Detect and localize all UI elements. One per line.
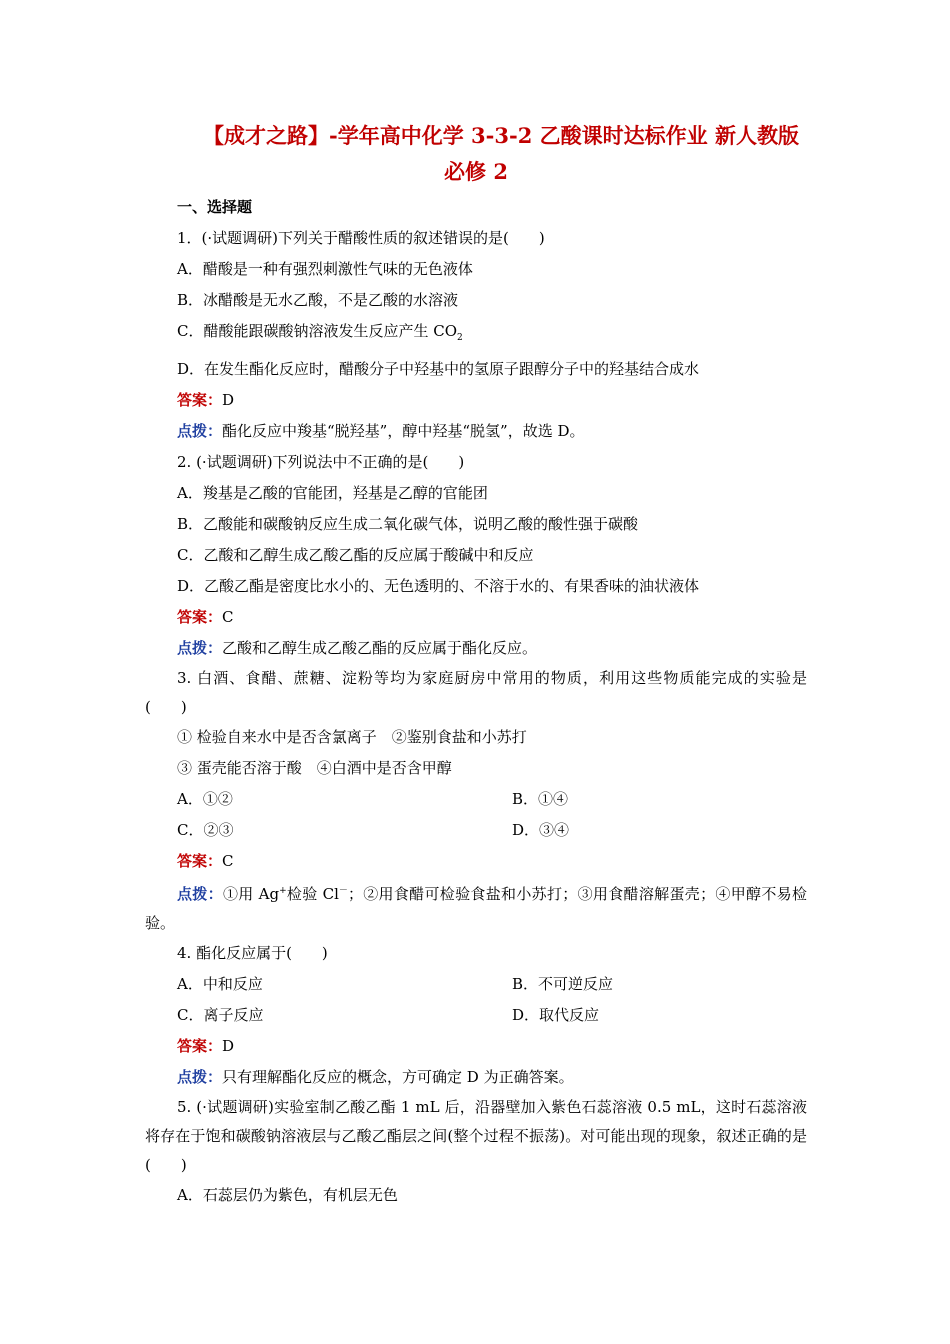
section-heading: 一、选择题 xyxy=(177,198,253,216)
question-3-answer xyxy=(145,846,807,877)
superscript-plus: + xyxy=(279,886,287,896)
question-2-stem: 2. (·试题调研)下列说法中不正确的是( ) xyxy=(177,453,465,471)
question-5-stem: 5. (·试题调研)实验室制乙酸乙酯 1 mL 后，沿器壁加入紫色石蕊溶液 0.5 mL，这时石蕊溶液将存在于饱和碳酸钠溶液层与乙酸乙酯层之间(整个过程不振荡)。对可能出现的现象，叙述正确的是( ) xyxy=(145,1098,807,1174)
question-3-hint xyxy=(145,877,807,938)
hint-label: 点拨： xyxy=(177,885,223,903)
question-2-answer xyxy=(145,602,807,633)
question-4-options-ab xyxy=(145,969,807,1000)
answer-value: D xyxy=(222,1037,235,1055)
question-1-answer xyxy=(145,385,807,416)
question-1-option-b: B．冰醋酸是无水乙酸，不是乙酸的水溶液 xyxy=(177,291,459,309)
question-4-stem: 4. 酯化反应属于( ) xyxy=(177,944,328,962)
question-2-option-c: C．乙酸和乙醇生成乙酸乙酯的反应属于酸碱中和反应 xyxy=(177,546,534,564)
answer-label: 答案： xyxy=(177,852,223,870)
question-4-answer xyxy=(145,1031,807,1062)
question-4-hint xyxy=(145,1062,807,1093)
answer-value: C xyxy=(222,608,234,626)
question-4-option-c: C．离子反应 xyxy=(177,1006,264,1024)
answer-label: 答案： xyxy=(177,608,223,626)
hint-label: 点拨： xyxy=(177,422,223,440)
question-1-option-d: D．在发生酯化反应时，醋酸分子中羟基中的氢原子跟醇分子中的羟基结合成水 xyxy=(177,360,700,378)
title-line-1: 【成才之路】-学年高中化学 3-3-2 乙酸课时达标作业 新人教版 xyxy=(203,123,799,148)
question-1-stem: 1．(·试题调研)下列关于醋酸性质的叙述错误的是( ) xyxy=(177,229,545,247)
question-3-stem: 3. 白酒、食醋、蔗糖、淀粉等均为家庭厨房中常用的物质，利用这些物质能完成的实验是( ) xyxy=(145,669,807,716)
question-3-items-2: ③ 蛋壳能否溶于酸 ④白酒中是否含甲醇 xyxy=(177,759,452,777)
question-3-option-a: A．①② xyxy=(177,790,233,808)
answer-label: 答案： xyxy=(177,391,223,409)
question-2-hint xyxy=(145,633,807,664)
question-4-option-d: D．取代反应 xyxy=(512,1006,600,1024)
hint-text-1: ①用 Ag xyxy=(222,885,280,903)
hint-text-3: ；②用食醋可检验食盐和小苏打；③用食醋溶解蛋壳；④甲醇不易检验。 xyxy=(145,885,807,932)
question-3-option-c: C．②③ xyxy=(177,821,234,839)
question-2-option-d: D．乙酸乙酯是密度比水小的、无色透明的、不溶于水的、有果香味的油状液体 xyxy=(177,577,700,595)
title-line-2: 必修 2 xyxy=(444,159,508,184)
question-2-option-a: A．羧基是乙酸的官能团，羟基是乙醇的官能团 xyxy=(177,484,488,502)
superscript-minus: － xyxy=(338,886,348,896)
answer-label: 答案： xyxy=(177,1037,223,1055)
hint-text-2: 检验 Cl xyxy=(286,885,339,903)
question-1-hint xyxy=(145,416,807,447)
answer-value: D xyxy=(222,391,235,409)
question-4-options-cd xyxy=(145,1000,807,1031)
option-c-text: C．醋酸能跟碳酸钠溶液发生反应产生 CO xyxy=(177,322,458,340)
document-title xyxy=(145,118,807,190)
hint-text: 只有理解酯化反应的概念，方可确定 D 为正确答案。 xyxy=(222,1068,574,1086)
hint-label: 点拨： xyxy=(177,1068,223,1086)
hint-text: 乙酸和乙醇生成乙酸乙酯的反应属于酯化反应。 xyxy=(222,639,538,657)
document-page xyxy=(145,118,807,1211)
hint-label: 点拨： xyxy=(177,639,223,657)
answer-value: C xyxy=(222,852,234,870)
question-3-items-1: ① 检验自来水中是否含氯离子 ②鉴别食盐和小苏打 xyxy=(177,728,527,746)
question-4-option-a: A．中和反应 xyxy=(177,975,263,993)
question-3-options-ab xyxy=(145,784,807,815)
question-5-option-a: A．石蕊层仍为紫色，有机层无色 xyxy=(177,1186,398,1204)
question-2-option-b: B．乙酸能和碳酸钠反应生成二氧化碳气体，说明乙酸的酸性强于碳酸 xyxy=(177,515,639,533)
subscript: 2 xyxy=(457,333,463,343)
question-4-option-b: B．不可逆反应 xyxy=(512,975,614,993)
question-3-options-cd xyxy=(145,815,807,846)
question-1-option-a: A．醋酸是一种有强烈刺激性气味的无色液体 xyxy=(177,260,473,278)
question-1-option-c xyxy=(145,316,807,354)
hint-text: 酯化反应中羧基“脱羟基”，醇中羟基“脱氢”，故选 D。 xyxy=(222,422,585,440)
question-3-option-b: B．①④ xyxy=(512,790,569,808)
question-3-option-d: D．③④ xyxy=(512,821,570,839)
